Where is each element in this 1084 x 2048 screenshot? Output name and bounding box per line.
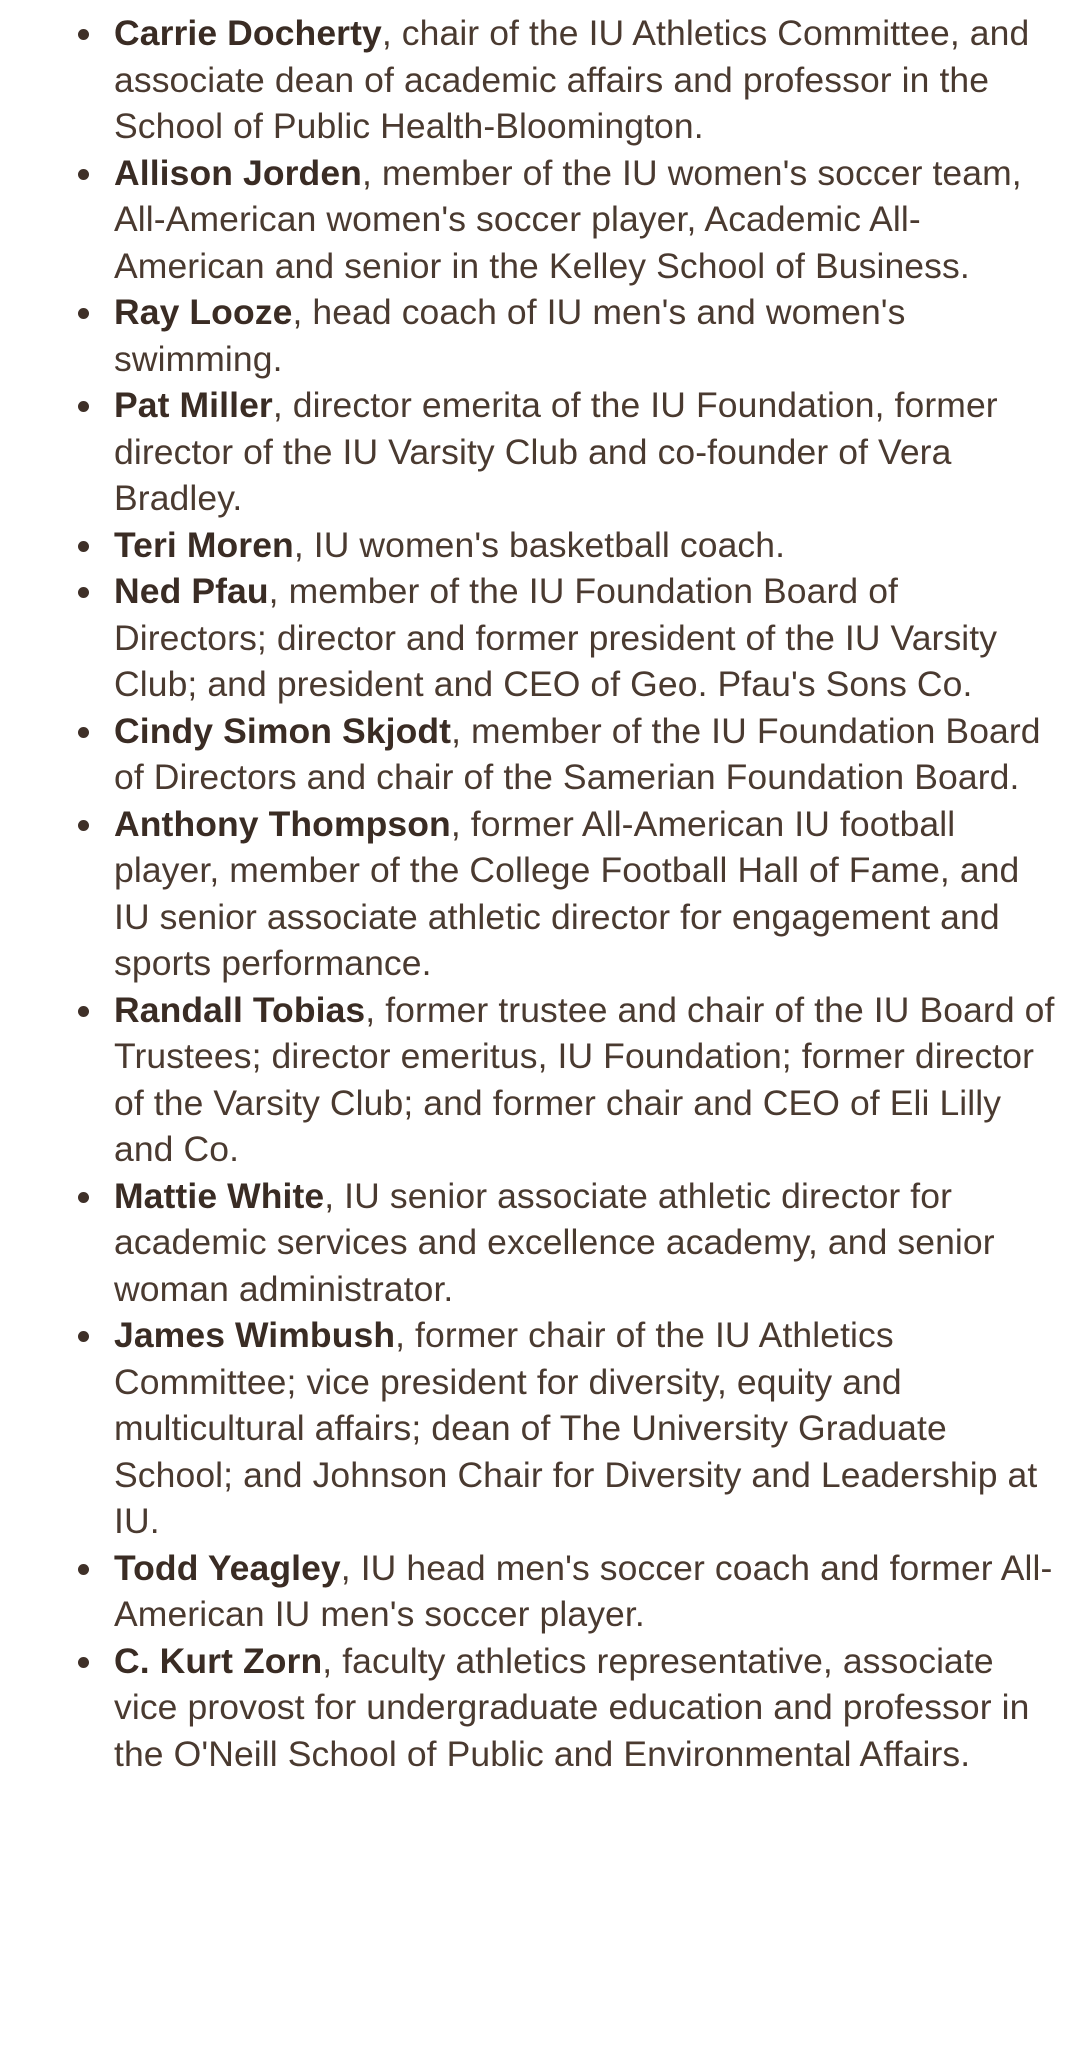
list-item <box>0 1545 1084 1638</box>
bullet-icon <box>78 401 89 412</box>
member-description: , faculty athletics representative, associate vice provost for undergraduate education and professor in the O'Neill School of Public and Environmental Affairs. <box>114 1640 1030 1774</box>
member-description: , former trustee and chair of the IU Board of Trustees; director emeritus, IU Foundation; former director of the Varsity Club; and former chair and CEO of Eli Lilly and Co. <box>114 989 1055 1169</box>
member-name: James Wimbush <box>114 1315 396 1355</box>
member-description: , director emerita of the IU Foundation, former director of the IU Varsity Club and co-founder of Vera Bradley. <box>114 385 998 518</box>
member-description: , former All-American IU football player, member of the College Football Hall of Fame, and IU senior associate athletic director for engagement and sports performance. <box>114 803 1020 983</box>
list-item <box>0 801 1084 987</box>
list-item <box>0 708 1084 801</box>
list-item <box>0 987 1084 1173</box>
list-item <box>0 1312 1084 1545</box>
bullet-icon <box>78 587 89 598</box>
member-name: Allison Jorden <box>114 152 362 193</box>
bullet-icon <box>78 1657 89 1668</box>
article-body <box>0 10 1084 1777</box>
member-description: , member of the IU women's soccer team, All-American women's soccer player, Academic All-American and senior in the Kelley School of Business. <box>114 152 1022 286</box>
member-name: Randall Tobias <box>114 989 366 1030</box>
list-item <box>0 568 1084 708</box>
list-item <box>0 1638 1084 1778</box>
bullet-icon <box>78 29 89 40</box>
bullet-icon <box>78 1564 89 1575</box>
bullet-icon <box>78 727 89 738</box>
bullet-icon <box>78 1006 89 1017</box>
member-name: Anthony Thompson <box>114 803 451 844</box>
member-description: , head coach of IU men's and women's swimming. <box>114 292 906 379</box>
bullet-icon <box>78 1331 89 1342</box>
member-description: , IU head men's soccer coach and former All-American IU men's soccer player. <box>114 1547 1053 1634</box>
member-name: Pat Miller <box>114 385 273 425</box>
member-name: Teri Moren <box>114 524 294 565</box>
list-item <box>0 522 1084 569</box>
member-description: , IU women's basketball coach. <box>293 524 786 565</box>
list-item <box>0 1173 1084 1313</box>
list-item <box>0 382 1084 522</box>
member-name: Ray Looze <box>114 292 293 332</box>
list-item <box>0 289 1084 382</box>
bullet-icon <box>78 1192 89 1203</box>
member-name: Cindy Simon Skjodt <box>114 710 452 751</box>
member-name: C. Kurt Zorn <box>114 1640 323 1681</box>
member-name: Todd Yeagley <box>114 1547 341 1588</box>
bullet-icon <box>78 169 89 180</box>
member-description: , member of the IU Foundation Board of Directors; director and former president of the IU Varsity Club; and president and CEO of Geo. Pfau's Sons Co. <box>114 571 998 704</box>
member-description: , IU senior associate athletic director for academic services and excellence academy, and senior woman administrator. <box>114 1175 995 1309</box>
member-name: Mattie White <box>114 1175 325 1216</box>
member-list <box>0 10 1084 1777</box>
member-description: , former chair of the IU Athletics Committee; vice president for diversity, equity and multicultural affairs; dean of The University Graduate School; and Johnson Chair for Diversity and Leadership at IU. <box>114 1315 1038 1541</box>
bullet-icon <box>78 820 89 831</box>
list-item <box>0 150 1084 290</box>
bullet-icon <box>78 308 89 319</box>
list-item <box>0 10 1084 150</box>
member-description: , chair of the IU Athletics Committee, and associate dean of academic affairs and professor in the School of Public Health-Bloomington. <box>114 13 1030 146</box>
member-name: Carrie Docherty <box>114 13 382 53</box>
bullet-icon <box>78 541 89 552</box>
member-name: Ned Pfau <box>114 571 269 611</box>
member-description: , member of the IU Foundation Board of Directors and chair of the Samerian Foundation Board. <box>114 710 1041 797</box>
